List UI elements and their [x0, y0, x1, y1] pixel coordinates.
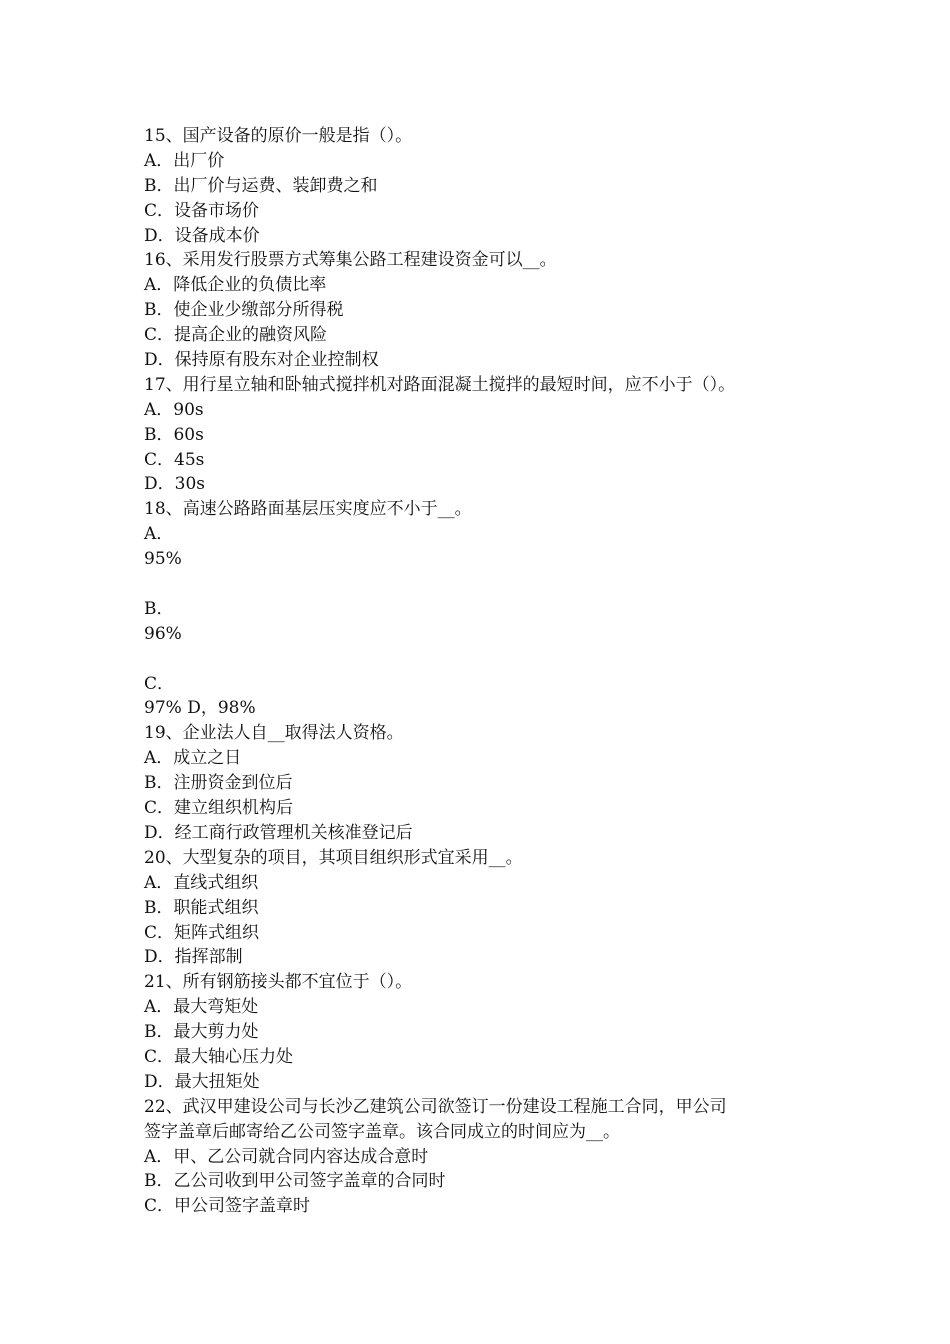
question-22-continued: 签字盖章后邮寄给乙公司签字盖章。该合同成立的时间应为__。 [144, 1121, 620, 1142]
option-a: A．90s [144, 399, 204, 420]
option-c-d-values: 97% D，98% [144, 698, 256, 719]
question-16: 16、采用发行股票方式筹集公路工程建设资金可以__。 [144, 250, 557, 271]
option-d: D．最大扭矩处 [144, 1071, 260, 1092]
option-c: C．建立组织机构后 [144, 798, 294, 819]
option-a: A．直线式组织 [144, 872, 259, 893]
option-a: A．最大弯矩处 [144, 997, 259, 1018]
question-21: 21、所有钢筋接头都不宜位于（）。 [144, 972, 413, 993]
option-a-label: A． [144, 524, 174, 545]
blank-line [144, 647, 824, 672]
option-d: D．保持原有股东对企业控制权 [144, 350, 379, 371]
question-17: 17、用行星立轴和卧轴式搅拌机对路面混凝土搅拌的最短时间，应不小于（）。 [144, 374, 736, 395]
option-a-value: 95% [144, 549, 182, 570]
option-b: B．出厂价与运费、装卸费之和 [144, 175, 378, 196]
option-b: B．注册资金到位后 [144, 773, 293, 794]
option-b: B．乙公司收到甲公司签字盖章的合同时 [144, 1171, 446, 1192]
option-b: B．60s [144, 424, 204, 445]
option-a: A．甲、乙公司就合同内容达成合意时 [144, 1146, 429, 1167]
question-15: 15、国产设备的原价一般是指（）。 [144, 126, 413, 146]
question-22: 22、武汉甲建设公司与长沙乙建筑公司欲签订一份建设工程施工合同，甲公司 [144, 1096, 727, 1117]
option-c-label: C． [144, 673, 175, 694]
blank-line [144, 572, 824, 597]
option-c: C．提高企业的融资风险 [144, 325, 328, 346]
question-19: 19、企业法人自__取得法人资格。 [144, 723, 404, 744]
option-d: D．30s [144, 474, 205, 495]
option-a: A．出厂价 [144, 150, 225, 171]
document-body [144, 124, 824, 1219]
option-d: D．指挥部制 [144, 947, 243, 968]
question-18: 18、高速公路路面基层压实度应不小于__。 [144, 499, 472, 520]
option-b: B．使企业少缴部分所得税 [144, 300, 344, 321]
option-c: C．45s [144, 449, 205, 470]
option-a: A．降低企业的负债比率 [144, 275, 327, 296]
option-d: D．经工商行政管理机关核准登记后 [144, 822, 413, 843]
option-b-value: 96% [144, 623, 182, 644]
option-c: C．矩阵式组织 [144, 922, 260, 943]
question-20: 20、大型复杂的项目，其项目组织形式宜采用__。 [144, 847, 523, 868]
option-b-label: B． [144, 598, 174, 619]
option-c: C．设备市场价 [144, 200, 260, 221]
option-c: C．最大轴心压力处 [144, 1046, 294, 1067]
option-a: A．成立之日 [144, 748, 242, 769]
option-b: B．职能式组织 [144, 897, 259, 918]
option-d: D．设备成本价 [144, 225, 260, 246]
option-c: C．甲公司签字盖章时 [144, 1196, 311, 1217]
option-b: B．最大剪力处 [144, 1022, 259, 1043]
